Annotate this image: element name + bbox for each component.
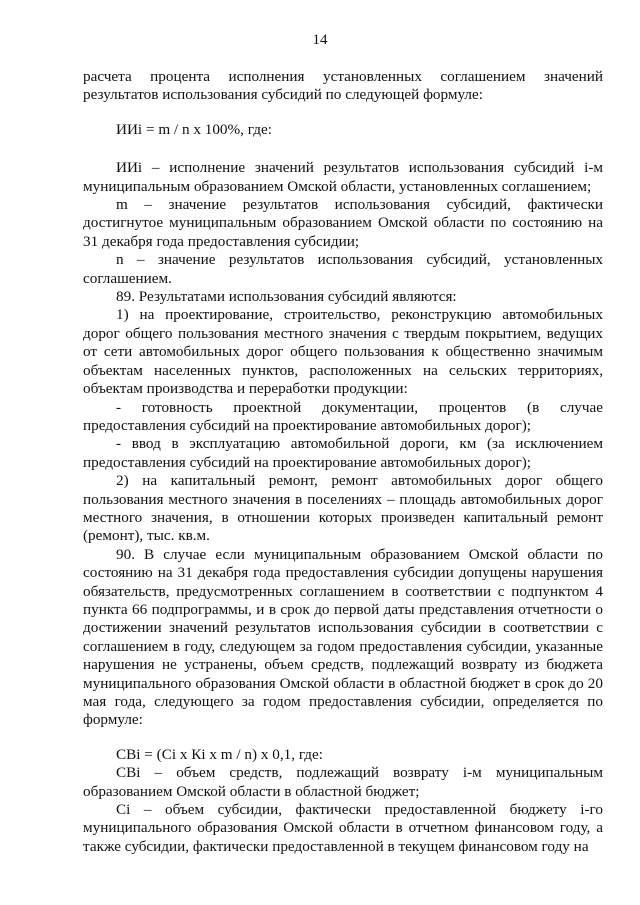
formula-refund: СВi = (Сi x Кi x m / n) x 0,1, где: [116, 745, 323, 763]
definition-cvi: СВi – объем средств, подлежащий возврату i-м муниципальным образованием Омской области в областной бюджет; [83, 764, 603, 800]
clause-89: 89. Результатами использования субсидий являются: [116, 288, 457, 306]
formula-execution: ИИi = m / n x 100%, где: [116, 120, 272, 138]
page-number: 14 [312, 32, 328, 48]
clause-89-item-2: 2) на капитальный ремонт, ремонт автомобильных дорог общего пользования местного значения в поселениях – площадь автомобильных дорог местного значения, в отношении которых произведен капитальный ремонт (ремонт), тыс. кв.м. [83, 472, 603, 545]
clause-89-item-1: 1) на проектирование, строительство, реконструкцию автомобильных дорог общего пользования местного значения с твердым покрытием, ведущих от сети автомобильных дорог общего пользования к общественно значимым объектам населенных пунктов, расположенных на сельских территориях, объектам производства и переработки продукции: [83, 306, 603, 398]
document-body [83, 68, 603, 856]
clause-89-item-1-bullet-commissioning: - ввод в эксплуатацию автомобильной дороги, км (за исключением предоставления субсидий на проектирование автомобильных дорог); [83, 435, 603, 471]
definition-ci: Сi – объем субсидии, фактически предоставленной бюджету i-го муниципального образования Омской области в отчетном финансовом году, а также субсидии, фактически предоставленной в текущем финансовом году на [83, 801, 603, 855]
clause-90: 90. В случае если муниципальным образованием Омской области по состоянию на 31 декабря года предоставления субсидии допущены нарушения обязательств, предусмотренных соглашением в соответствии с подпунктом 4 пункта 66 подпрограммы, и в срок до первой даты представления отчетности о достижении значений результатов использования субсидии в соответствии с соглашением в году, следующем за годом предоставления субсидии, указанные нарушения не устранены, объем средств, подлежащий возврату из бюджета муниципального образования Омской области в областной бюджет в срок до 20 мая года, следующего за годом предоставления субсидии, определяется по формуле: [83, 545, 603, 729]
paragraph-intro: расчета процента исполнения установленных соглашением значений результатов использования субсидий по следующей формуле: [83, 68, 603, 104]
definition-iii: ИИi – исполнение значений результатов использования субсидий i-м муниципальным образованием Омской области, установленных соглашением; [83, 159, 603, 195]
clause-89-item-1-bullet-design: - готовность проектной документации, процентов (в случае предоставления субсидий на проектирование автомобильных дорог); [83, 398, 603, 434]
definition-n: n – значение результатов использования субсидий, установленных соглашением. [83, 251, 603, 287]
definition-m: m – значение результатов использования субсидий, фактически достигнутое муниципальным образованием Омской области по состоянию на 31 декабря года предоставления субсидии; [83, 196, 603, 250]
